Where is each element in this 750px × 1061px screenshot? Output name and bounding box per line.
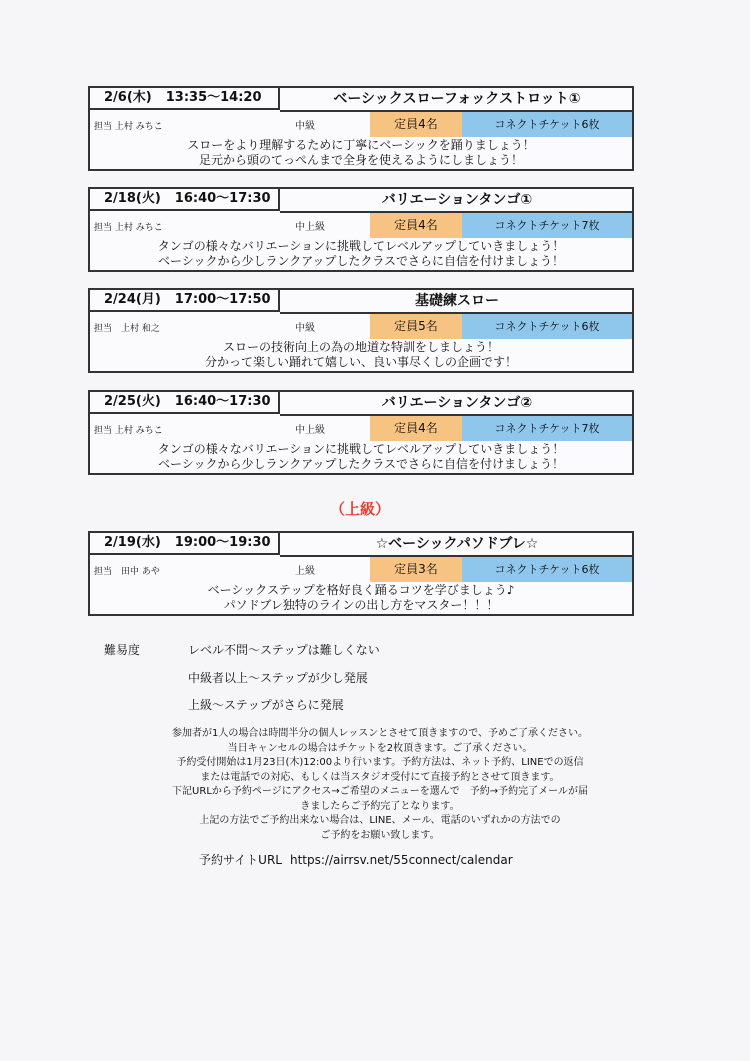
class-time: 19:00～19:30 (174, 535, 271, 550)
note-line: 下記URLから予約ページにアクセス→ご希望のメニューを選んで 予約→予約完了メールが届 (172, 786, 588, 797)
class-ticket: コネクトチケット7枚 (462, 213, 632, 238)
class-block (88, 531, 634, 616)
class-description (90, 340, 632, 370)
class-capacity: 定員4名 (370, 416, 462, 441)
class-description (90, 442, 632, 472)
description-line: パソドブレ独特のラインの出し方をマスター！！！ (223, 598, 499, 612)
section-heading-advanced: （上級） (329, 500, 390, 518)
class-title: バリエーションタンゴ② (381, 395, 533, 411)
class-block (88, 86, 634, 171)
class-instructor: 担当 上村 みちこ (94, 426, 163, 436)
class-date: 2/6(木) (104, 90, 152, 105)
class-block (88, 390, 634, 475)
class-instructor: 担当 上村 みちこ (94, 223, 163, 233)
class-level: 中上級 (295, 425, 325, 436)
class-date: 2/19(水) (104, 535, 161, 550)
class-ticket: コネクトチケット6枚 (462, 557, 632, 582)
class-date: 2/24(月) (104, 292, 161, 307)
note-line: または電話での対応、もしくは当スタジオ受付にて直接予約とさせて頂きます。 (200, 771, 560, 783)
class-ticket: コネクトチケット6枚 (462, 314, 632, 339)
class-capacity: 定員4名 (370, 213, 462, 238)
note-line: 当日キャンセルの場合はチケットを2枚頂きます。ご了承ください。 (227, 742, 533, 754)
class-datetime (88, 531, 280, 555)
note-line: きましたらご予約完了となります。 (300, 800, 460, 812)
booking-notes (100, 727, 660, 843)
class-description (90, 583, 632, 613)
description-line: タンゴの様々なバリエーションに挑戦してレベルアップしていきましょう！ (157, 239, 565, 253)
class-title: バリエーションタンゴ① (381, 192, 533, 208)
class-date: 2/18(火) (104, 191, 161, 206)
description-line: タンゴの様々なバリエーションに挑戦してレベルアップしていきましょう！ (157, 442, 565, 456)
class-ticket: コネクトチケット7枚 (462, 416, 632, 441)
class-level: 中級 (295, 121, 315, 132)
description-line: ベーシックから少しランクアップしたクラスでさらに自信を付けましょう！ (157, 254, 565, 268)
booking-site-url[interactable]: https://airrsv.net/55connect/calendar (289, 853, 513, 867)
class-title: ベーシックスローフォックストロット① (333, 91, 581, 107)
class-instructor: 担当 田中 あや (94, 567, 160, 577)
difficulty-level: レベル不問～ステップは難しくない (188, 643, 380, 657)
class-title: ☆ベーシックパソドブレ☆ (375, 536, 539, 552)
class-time: 17:00～17:50 (174, 292, 271, 307)
class-instructor: 担当 上村 みちこ (94, 122, 163, 132)
class-ticket: コネクトチケット6枚 (462, 112, 632, 137)
class-level: 中上級 (295, 222, 325, 233)
class-time: 13:35～14:20 (165, 90, 262, 105)
class-datetime (88, 86, 280, 110)
booking-site (199, 851, 513, 868)
difficulty-level: 中級者以上～ステップが少し発展 (188, 671, 368, 685)
class-datetime (88, 187, 280, 211)
difficulty-level: 上級～ステップがさらに発展 (188, 698, 344, 712)
class-block (88, 288, 634, 373)
class-level: 中級 (295, 323, 315, 334)
booking-site-label: 予約サイトURL (199, 853, 282, 867)
class-description (90, 239, 632, 269)
class-description (90, 138, 632, 168)
note-line: 参加者が1人の場合は時間半分の個人レッスンとさせて頂きますので、予めご了承ください。 (171, 728, 589, 739)
description-line: スローをより理解するために丁寧にベーシックを踊りましょう！ (187, 138, 535, 152)
description-line: スローの技術向上の為の地道な特訓をしましょう！ (222, 340, 499, 354)
description-line: ベーシックから少しランクアップしたクラスでさらに自信を付けましょう！ (157, 457, 565, 471)
description-line: 足元から頭のてっぺんまで全身を使えるようにしましょう！ (198, 153, 523, 167)
class-level: 上級 (295, 566, 315, 577)
note-line: ご予約をお願い致します。 (320, 829, 440, 841)
class-datetime (88, 390, 280, 414)
class-time: 16:40～17:30 (174, 394, 271, 409)
class-instructor: 担当 上村 和之 (94, 324, 160, 334)
class-capacity: 定員5名 (370, 314, 462, 339)
difficulty-label: 難易度 (104, 643, 141, 657)
class-capacity: 定員4名 (370, 112, 462, 137)
description-line: ベーシックステップを格好良く踊るコツを学びましょう♪ (207, 583, 515, 597)
class-date: 2/25(火) (104, 394, 161, 409)
note-line: 上記の方法でご予約出来ない場合は、LINE、メール、電話のいずれかの方法での (199, 815, 561, 826)
note-line: 予約受付開始は1月23日(木)12:00より行います。予約方法は、ネット予約、LINEでの返信 (176, 757, 584, 768)
class-datetime (88, 288, 280, 312)
class-capacity: 定員3名 (370, 557, 462, 582)
class-time: 16:40～17:30 (174, 191, 271, 206)
class-title: 基礎練スロー (415, 293, 499, 309)
description-line: 分かって楽しい踊れて嬉しい、良い事尽くしの企画です！ (204, 355, 517, 369)
class-block (88, 187, 634, 272)
